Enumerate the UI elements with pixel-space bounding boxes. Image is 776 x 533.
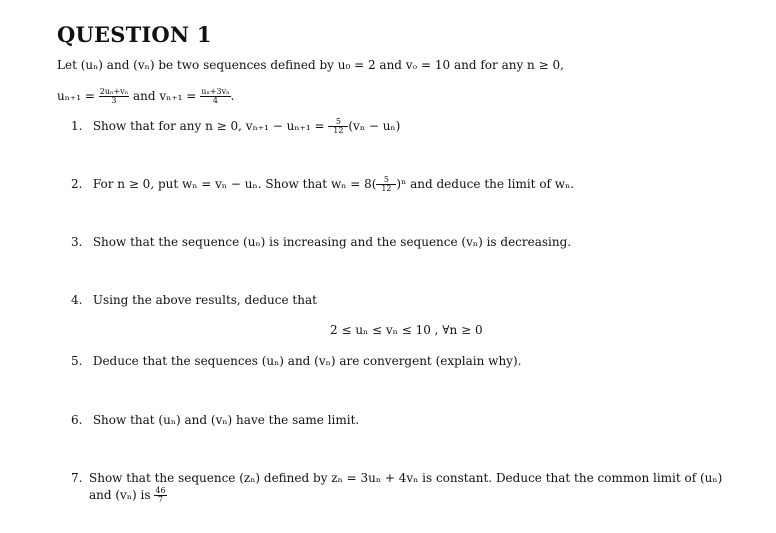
question-item-2 <box>71 176 574 193</box>
item-fraction <box>328 118 348 135</box>
u-recurrence-fraction <box>99 88 129 105</box>
v-recurrence-fraction <box>200 88 230 105</box>
recurrence-relations <box>57 88 234 105</box>
intro-text: Let (uₙ) and (vₙ) be two sequences defined by u₀ = 2 and vₒ = 10 and for any n ≥ 0, <box>57 58 564 72</box>
question-item-3 <box>71 235 571 249</box>
display-inequality: 2 ≤ uₙ ≤ vₙ ≤ 10 , ∀n ≥ 0 <box>330 323 483 337</box>
item-number: 5. <box>71 354 83 368</box>
item-text: Show that the sequence (uₙ) is increasing and the sequence (vₙ) is decreasing. <box>92 235 572 249</box>
item-number: 4. <box>71 293 83 307</box>
question-item-1 <box>71 118 400 135</box>
question-title: QUESTION 1 <box>57 22 212 47</box>
question-item-5 <box>71 354 521 368</box>
item-text-post: (vₙ − uₙ) <box>348 119 401 133</box>
item-text: Deduce that the sequences (uₙ) and (vₙ) are convergent (explain why). <box>92 354 522 368</box>
question-item-4 <box>71 293 317 307</box>
item-text: Show that (uₙ) and (vₙ) have the same limit. <box>92 413 360 427</box>
item-text: Using the above results, deduce that <box>92 293 317 307</box>
question-item-7 <box>71 470 741 504</box>
fraction-denominator: 12 <box>381 184 392 193</box>
item-text-post: )ⁿ and deduce the limit of wₙ. <box>396 177 575 191</box>
v-fraction-denominator: 4 <box>212 96 218 105</box>
item-number: 2. <box>71 177 83 191</box>
item-text: For n ≥ 0, put wₙ = vₙ − uₙ. Show that wₙ = 8( <box>92 177 377 191</box>
item-fraction <box>154 487 166 504</box>
u-fraction-denominator: 3 <box>111 96 117 105</box>
u-recurrence-lhs: uₙ₊₁ = <box>57 89 95 103</box>
u-fraction-numerator: 2uₙ+vₙ <box>99 87 129 96</box>
fraction-numerator: 5 <box>376 176 396 185</box>
item-number: 6. <box>71 413 83 427</box>
item-fraction <box>376 176 396 193</box>
fraction-numerator: 5 <box>328 118 348 127</box>
item-text: Show that the sequence (zₙ) defined by zₙ = 3uₙ + 4vₙ is constant. Deduce that the common limit of (uₙ) and (vₙ) is <box>89 471 723 502</box>
fraction-denominator: 12 <box>333 126 344 135</box>
v-fraction-numerator: uₙ+3vₙ <box>201 87 230 96</box>
item-number: 1. <box>71 119 83 133</box>
item-number: 3. <box>71 235 83 249</box>
item-number: 7. <box>71 471 83 485</box>
fraction-denominator: 7 <box>157 495 163 504</box>
fraction-numerator: 46 <box>155 486 166 495</box>
recurrence-end: . <box>230 89 235 103</box>
item-text: Show that for any n ≥ 0, vₙ₊₁ − uₙ₊₁ = <box>92 119 325 133</box>
v-recurrence-lhs: and vₙ₊₁ = <box>132 89 197 103</box>
question-item-6 <box>71 413 359 427</box>
